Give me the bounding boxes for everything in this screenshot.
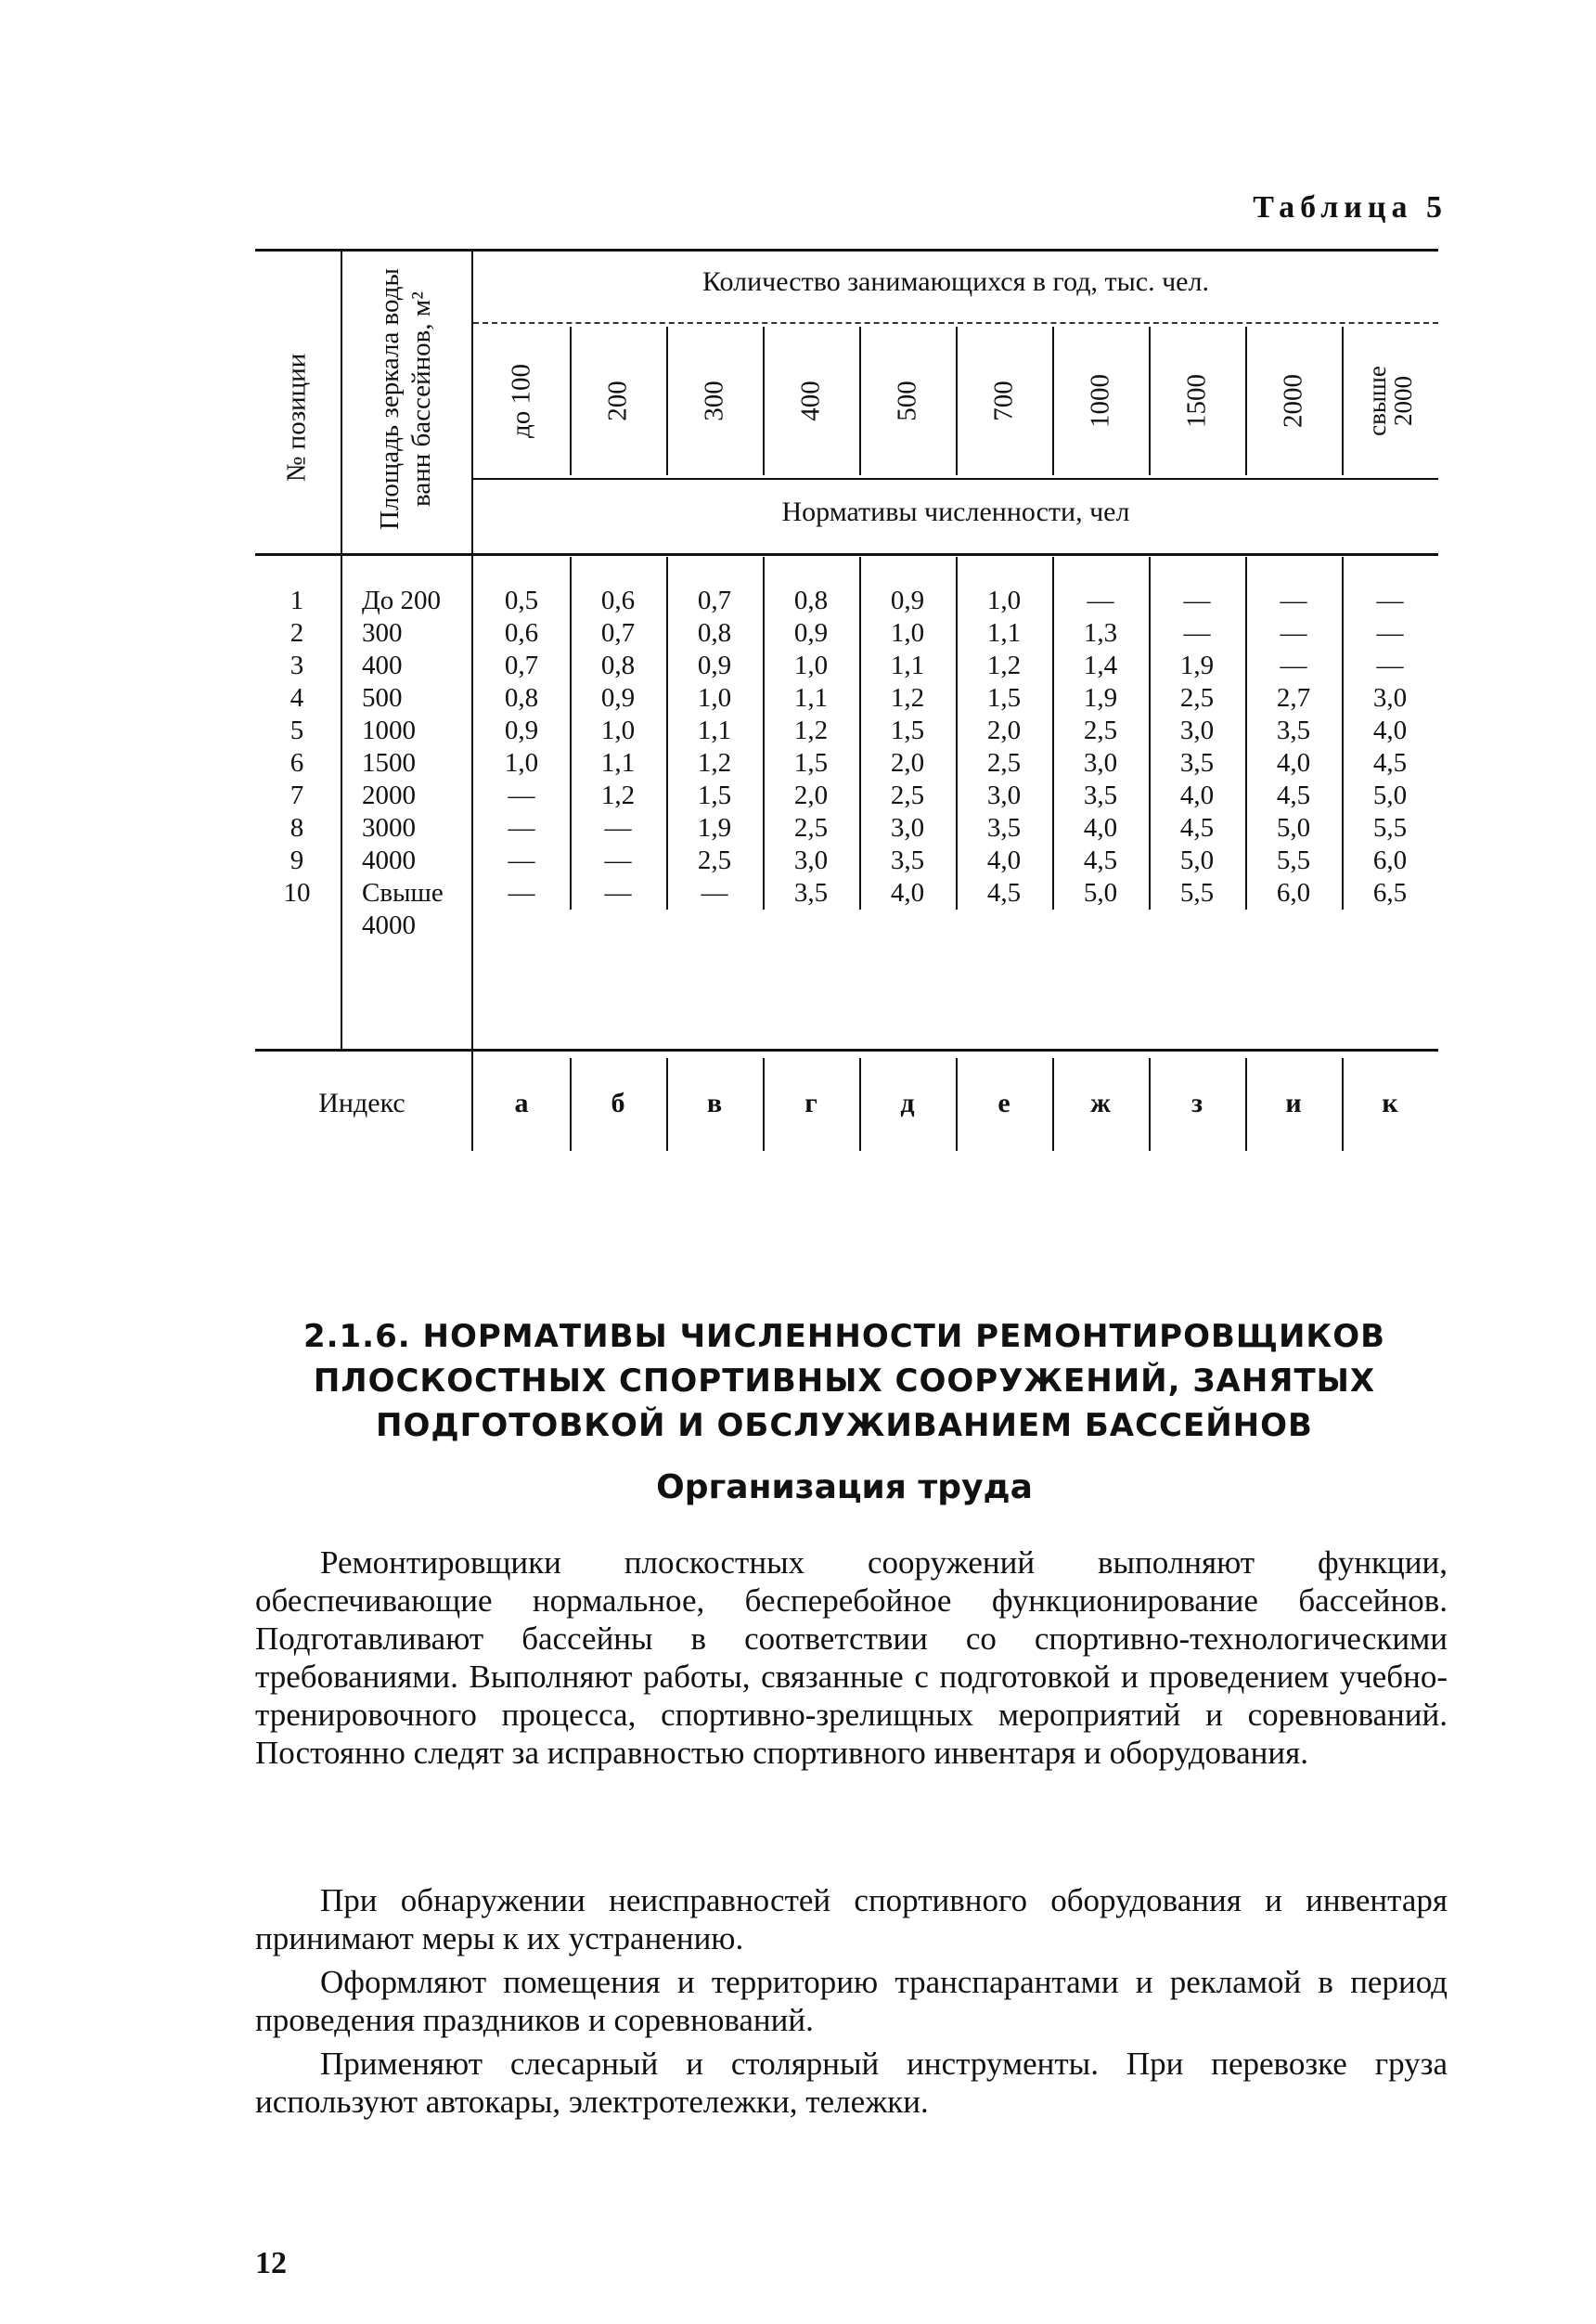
area-cell: 500 [362, 683, 403, 713]
value-cell: — [1280, 618, 1307, 648]
row-number: 4 [290, 683, 304, 713]
value-cell: 3,5 [986, 813, 1022, 843]
column-header: до 100 [506, 363, 536, 439]
num-col-rule [341, 251, 342, 1049]
column-rule [763, 327, 765, 475]
norms-header: Нормативы численности, чел [781, 497, 1130, 527]
value-cell: — [1183, 586, 1211, 615]
value-cell: 3,0 [986, 781, 1022, 810]
value-column [763, 585, 859, 910]
area-cell: 3000 [362, 813, 416, 843]
paragraph-2: При обнаружении неисправностей спортивного оборудования и инвентаря принимают меры к их устранению. [255, 1882, 1448, 1956]
row-number: 5 [290, 716, 304, 745]
value-cell: 1,2 [890, 683, 925, 713]
section-heading-line-3: ПОДГОТОВКОЙ И ОБСЛУЖИВАНИЕМ БАССЕЙНОВ [376, 1407, 1313, 1444]
column-rule [1149, 327, 1151, 475]
index-letter: ж [1090, 1088, 1111, 1118]
value-cell: 2,5 [1083, 716, 1118, 745]
index-letter: г [804, 1088, 817, 1118]
area-cell: Свыше 4000 [362, 878, 444, 940]
value-cell: 2,5 [890, 781, 925, 810]
value-cell: 1,0 [600, 716, 636, 745]
index-letter: з [1191, 1088, 1203, 1118]
group-header-dash [473, 322, 1438, 324]
column-header: 1000 [1085, 374, 1115, 428]
column-rule [666, 327, 668, 475]
row-numbers [278, 585, 315, 910]
index-letter: к [1382, 1088, 1398, 1118]
index-letter: в [706, 1088, 723, 1118]
value-cell: — [701, 878, 728, 908]
value-cell: 0,9 [697, 651, 732, 680]
value-cell: 3,0 [1372, 683, 1408, 713]
row-number: 1 [290, 586, 304, 615]
area-cell: 1500 [362, 748, 416, 778]
value-cell: 2,5 [1179, 683, 1215, 713]
col-num-header: № позиции [281, 353, 312, 483]
value-cell: 2,5 [697, 846, 732, 875]
row-number: 10 [283, 878, 311, 908]
value-cell: — [1183, 618, 1211, 648]
value-column [570, 585, 666, 910]
value-cell: — [1280, 586, 1307, 615]
value-cell: 3,5 [1179, 748, 1215, 778]
column-rule [1342, 327, 1344, 475]
value-cell: 1,1 [890, 651, 925, 680]
value-cell: — [508, 813, 535, 843]
value-cell: 3,0 [1083, 748, 1118, 778]
value-cell: 4,0 [1083, 813, 1118, 843]
value-cell: — [604, 878, 632, 908]
value-cell: 1,5 [697, 781, 732, 810]
value-cell: 1,9 [1179, 651, 1215, 680]
column-rule [1245, 327, 1247, 475]
value-cell: 1,0 [890, 618, 925, 648]
value-cell: 0,8 [600, 651, 636, 680]
area-values [362, 585, 469, 942]
value-cell: 1,0 [793, 651, 829, 680]
value-cell: 4,0 [1179, 781, 1215, 810]
value-cell: 2,0 [890, 748, 925, 778]
value-cell: 4,5 [1372, 748, 1408, 778]
column-rule [859, 327, 861, 475]
col-area-header: Площадь зеркала воды ванн бассейнов, м² [375, 268, 436, 530]
area-cell: 1000 [362, 716, 416, 745]
index-letter: а [514, 1088, 529, 1118]
index-letter: и [1285, 1088, 1302, 1118]
table-caption: Таблица 5 [1253, 190, 1448, 225]
value-cell: 4,5 [1179, 813, 1215, 843]
value-cell: 4,0 [890, 878, 925, 908]
paragraph-3: Оформляют помещения и территорию транспарантами и рекламой в период проведения праздников и соревнований. [255, 1964, 1448, 2038]
body-bottom-rule [255, 1049, 1438, 1052]
value-cell: 2,7 [1276, 683, 1311, 713]
value-cell: 3,5 [1083, 781, 1118, 810]
value-cell: 4,5 [1083, 846, 1118, 875]
value-cell: 2,0 [986, 716, 1022, 745]
value-cell: 4,5 [1276, 781, 1311, 810]
value-cell: 0,6 [504, 618, 539, 648]
value-cell: 4,5 [986, 878, 1022, 908]
value-cell: 1,5 [890, 716, 925, 745]
value-cell: 1,2 [600, 781, 636, 810]
value-column [956, 585, 1052, 910]
value-cell: — [508, 878, 535, 908]
value-cell: — [508, 781, 535, 810]
value-cell: 5,0 [1083, 878, 1118, 908]
value-column [666, 585, 763, 910]
value-cell: 1,2 [986, 651, 1022, 680]
value-cell: 1,5 [986, 683, 1022, 713]
value-column [1052, 585, 1149, 910]
value-cell: 1,1 [697, 716, 732, 745]
column-header: 400 [795, 381, 826, 421]
value-cell: 2,5 [793, 813, 829, 843]
value-cell: 3,5 [1276, 716, 1311, 745]
value-cell: 5,5 [1276, 846, 1311, 875]
value-cell: 0,8 [697, 618, 732, 648]
row-number: 9 [290, 846, 304, 875]
index-letter: д [900, 1088, 915, 1118]
column-header: 500 [892, 381, 922, 421]
value-cell: 1,5 [793, 748, 829, 778]
value-cell: 1,2 [793, 716, 829, 745]
value-cell: 5,0 [1179, 846, 1215, 875]
value-cell: 1,0 [697, 683, 732, 713]
column-rule [956, 327, 958, 475]
value-cell: 1,0 [986, 586, 1022, 615]
value-cell: 0,9 [504, 716, 539, 745]
area-cell: 300 [362, 618, 403, 648]
value-column [1149, 585, 1245, 910]
value-cell: 3,0 [890, 813, 925, 843]
column-header: 2000 [1278, 374, 1308, 428]
value-cell: 2,0 [793, 781, 829, 810]
value-cell: 0,9 [793, 618, 829, 648]
column-header: 700 [988, 381, 1019, 421]
column-header: 200 [602, 381, 633, 421]
value-cell: 6,0 [1372, 846, 1408, 875]
page-number: 12 [255, 2246, 287, 2280]
value-cell: 3,0 [1179, 716, 1215, 745]
value-cell: 6,5 [1372, 878, 1408, 908]
value-cell: 1,1 [600, 748, 636, 778]
value-cell: 0,8 [793, 586, 829, 615]
row-number: 2 [290, 618, 304, 648]
value-cell: — [1376, 586, 1404, 615]
value-column [473, 585, 570, 910]
column-header: свыше 2000 [1363, 366, 1417, 436]
index-letter: е [998, 1088, 1010, 1118]
value-cell: 0,8 [504, 683, 539, 713]
header-bottom-rule [255, 553, 1438, 556]
value-cell: 1,9 [1083, 683, 1118, 713]
row-number: 6 [290, 748, 304, 778]
value-cell: 3,0 [793, 846, 829, 875]
area-cell: 400 [362, 651, 403, 680]
value-cell: 4,0 [1276, 748, 1311, 778]
row-number: 7 [290, 781, 304, 810]
column-rule [570, 327, 572, 475]
index-label: Индекс [318, 1088, 405, 1118]
value-cell: 4,0 [986, 846, 1022, 875]
value-cell: 1,1 [793, 683, 829, 713]
value-cell: 5,0 [1276, 813, 1311, 843]
section-heading-line-1: 2.1.6. НОРМАТИВЫ ЧИСЛЕННОСТИ РЕМОНТИРОВЩИКОВ [302, 1318, 1386, 1355]
value-cell: — [1087, 586, 1114, 615]
value-cell: 3,5 [890, 846, 925, 875]
value-cell: 1,3 [1083, 618, 1118, 648]
value-cell: 2,5 [986, 748, 1022, 778]
value-cell: 5,5 [1372, 813, 1408, 843]
value-cell: 1,4 [1083, 651, 1118, 680]
paragraph-1: Ремонтировщики плоскостных сооружений выполняют функции, обеспечивающие нормальное, бесперебойное функционирование бассейнов. Подготавливают бассейны в соответствии со спортивно-технологическими требованиями. Выполняют работы, связанные с подготовкой и проведением учебно-тренировочного процесса, спортивно-зрелищных мероприятий и соревнований. Постоянно следят за исправностью спортивного инвентаря и оборудования. [255, 1544, 1448, 1771]
index-letter: б [611, 1088, 625, 1118]
value-cell: 3,5 [793, 878, 829, 908]
value-column [859, 585, 956, 910]
value-cell: 1,0 [504, 748, 539, 778]
column-header: 300 [699, 381, 729, 421]
value-cell: — [1280, 651, 1307, 680]
value-cell: 4,0 [1372, 716, 1408, 745]
value-cell: 0,9 [890, 586, 925, 615]
area-cell: 4000 [362, 846, 416, 875]
value-cell: 5,5 [1179, 878, 1215, 908]
value-cell: — [508, 846, 535, 875]
area-cell: До 200 [362, 586, 442, 615]
section-subheading: Организация труда [656, 1468, 1033, 1506]
value-cell: 0,5 [504, 586, 539, 615]
value-cell: — [1376, 618, 1404, 648]
value-cell: 6,0 [1276, 878, 1311, 908]
value-cell: 0,7 [600, 618, 636, 648]
norms-header-rule [473, 478, 1438, 480]
value-cell: 0,9 [600, 683, 636, 713]
column-header: 1500 [1181, 374, 1212, 428]
value-cell: 5,0 [1372, 781, 1408, 810]
row-number: 3 [290, 651, 304, 680]
area-cell: 2000 [362, 781, 416, 810]
paragraph-4: Применяют слесарный и столярный инструменты. При перевозке груза используют автокары, электротележки, тележки. [255, 2046, 1448, 2120]
column-rule [1052, 327, 1054, 475]
value-column [1245, 585, 1342, 910]
value-column [1342, 585, 1438, 910]
section-heading-line-2: ПЛОСКОСТНЫХ СПОРТИВНЫХ СООРУЖЕНИЙ, ЗАНЯТЫХ [313, 1362, 1376, 1400]
value-cell: — [604, 813, 632, 843]
group-header: Количество занимающихся в год, тыс. чел. [702, 266, 1209, 297]
value-cell: 0,7 [504, 651, 539, 680]
value-cell: 1,2 [697, 748, 732, 778]
value-cell: 0,7 [697, 586, 732, 615]
value-cell: — [604, 846, 632, 875]
value-cell: 0,6 [600, 586, 636, 615]
row-number: 8 [290, 813, 304, 843]
value-cell: 1,9 [697, 813, 732, 843]
value-cell: — [1376, 651, 1404, 680]
value-cell: 1,1 [986, 618, 1022, 648]
